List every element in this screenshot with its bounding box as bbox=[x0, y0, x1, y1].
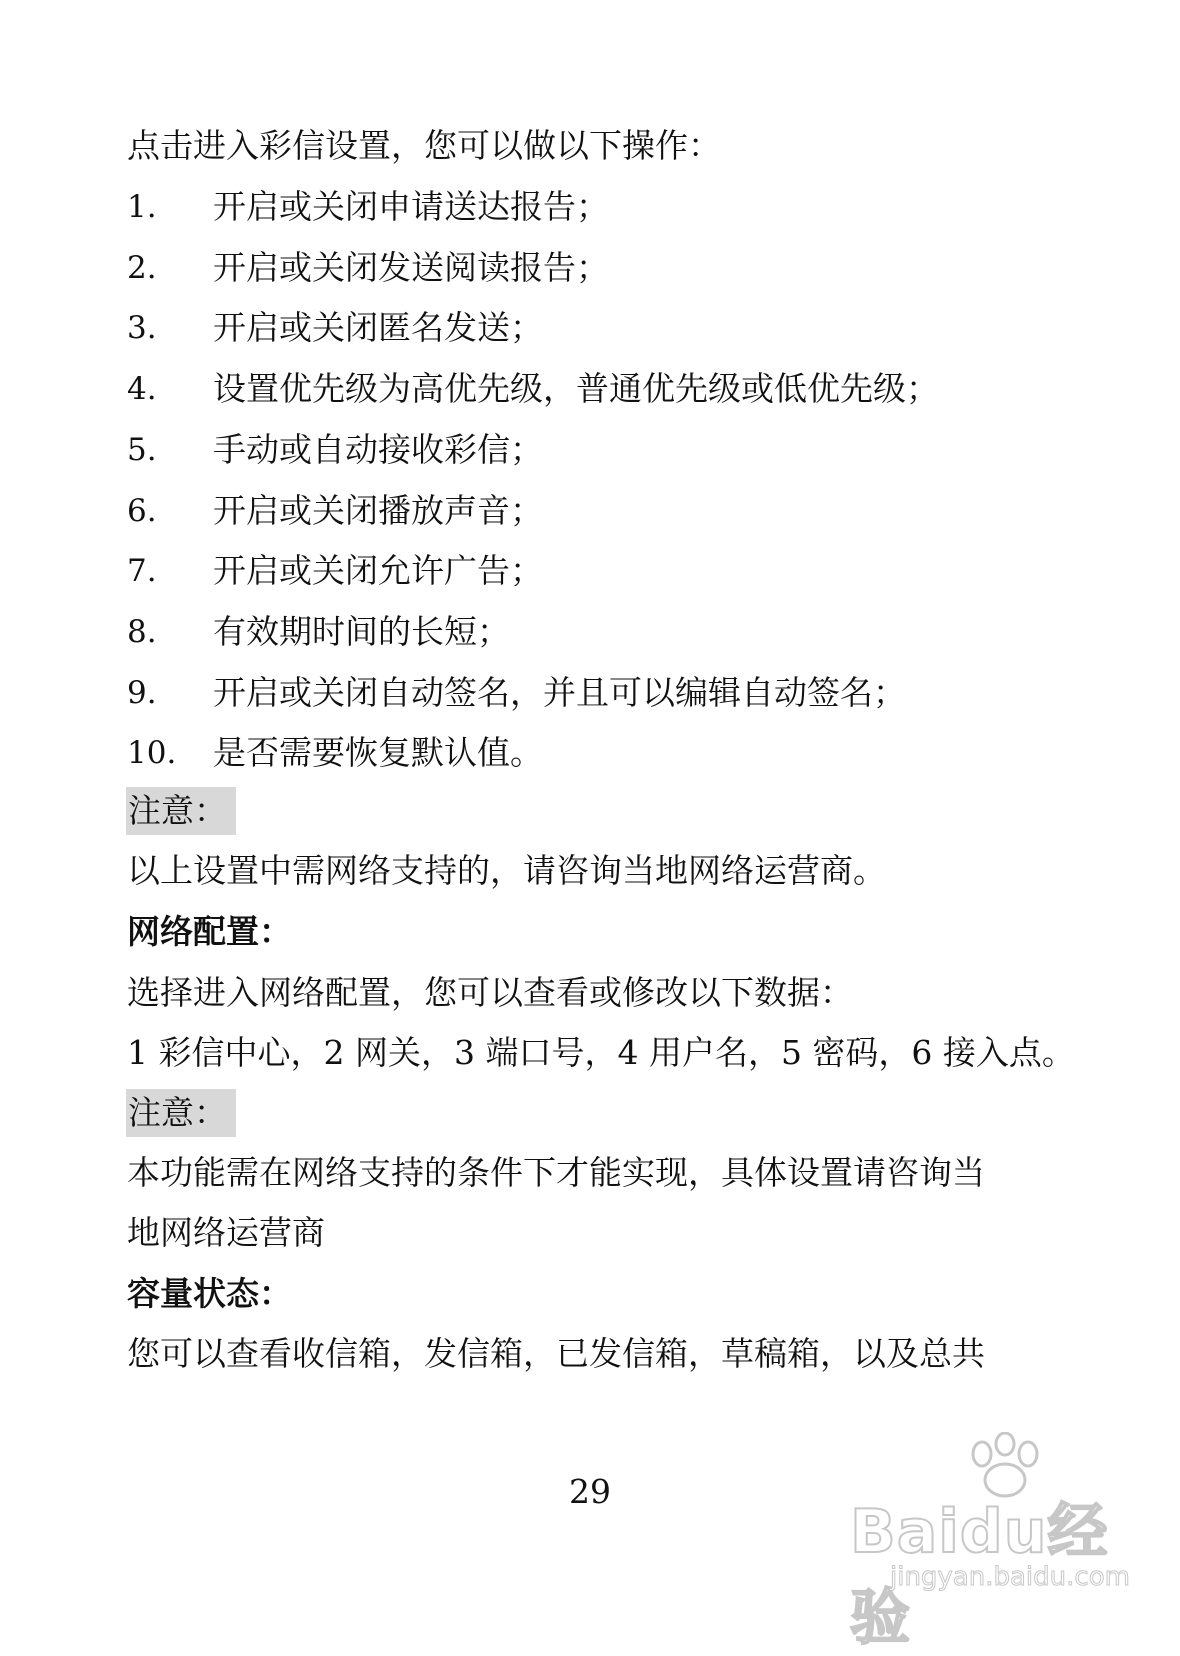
note-label-1: 注意： bbox=[126, 787, 236, 835]
list-item-text: 是否需要恢复默认值。 bbox=[213, 733, 543, 772]
list-item-number: 9. bbox=[127, 675, 157, 711]
list-item-text: 开启或关闭申请送达报告； bbox=[213, 187, 609, 226]
watermark-logo: Baidu经验 bbox=[850, 1497, 1109, 1653]
watermark-url: jingyan.baidu.com bbox=[890, 1562, 1130, 1592]
list-item-text: 开启或关闭播放声音； bbox=[213, 491, 543, 530]
note-text-1: 以上设置中需网络支持的，请咨询当地网络运营商。 bbox=[127, 851, 886, 890]
list-item-number: 1. bbox=[127, 189, 157, 225]
intro-text: 点击进入彩信设置，您可以做以下操作： bbox=[127, 126, 721, 165]
section-title-network-config: 网络配置： bbox=[127, 912, 292, 951]
list-item-number: 6. bbox=[127, 493, 157, 529]
list-item-text: 开启或关闭自动签名，并且可以编辑自动签名； bbox=[213, 673, 906, 712]
page-number: 29 bbox=[569, 1472, 611, 1511]
list-item-text: 开启或关闭发送阅读报告； bbox=[213, 248, 609, 287]
list-item-number: 3. bbox=[127, 310, 157, 346]
section-title-capacity-status: 容量状态： bbox=[127, 1274, 292, 1313]
list-item-text: 手动或自动接收彩信； bbox=[213, 430, 543, 469]
list-item-text: 开启或关闭匿名发送； bbox=[213, 308, 543, 347]
capacity-status-text: 您可以查看收信箱，发信箱，已发信箱，草稿箱，以及总共 bbox=[127, 1334, 985, 1373]
note-label-2: 注意： bbox=[126, 1089, 236, 1137]
list-item-text: 开启或关闭允许广告； bbox=[213, 551, 543, 590]
list-item-number: 8. bbox=[127, 614, 157, 650]
list-item-number: 10. bbox=[127, 735, 177, 771]
list-item-text: 有效期时间的长短； bbox=[213, 612, 510, 651]
network-config-items: 1 彩信中心，2 网关，3 端口号，4 用户名，5 密码，6 接入点。 bbox=[127, 1033, 1075, 1072]
baidu-watermark bbox=[840, 1432, 1160, 1653]
list-item-text: 设置优先级为高优先级，普通优先级或低优先级； bbox=[213, 369, 939, 408]
note-text-2-line2: 地网络运营商 bbox=[127, 1213, 325, 1252]
list-item-number: 5. bbox=[127, 432, 157, 468]
network-config-intro: 选择进入网络配置，您可以查看或修改以下数据： bbox=[127, 973, 853, 1012]
list-item-number: 4. bbox=[127, 371, 157, 407]
note-text-2-line1: 本功能需在网络支持的条件下才能实现，具体设置请咨询当 bbox=[127, 1153, 985, 1192]
list-item-number: 7. bbox=[127, 553, 157, 589]
list-item-number: 2. bbox=[127, 250, 157, 286]
